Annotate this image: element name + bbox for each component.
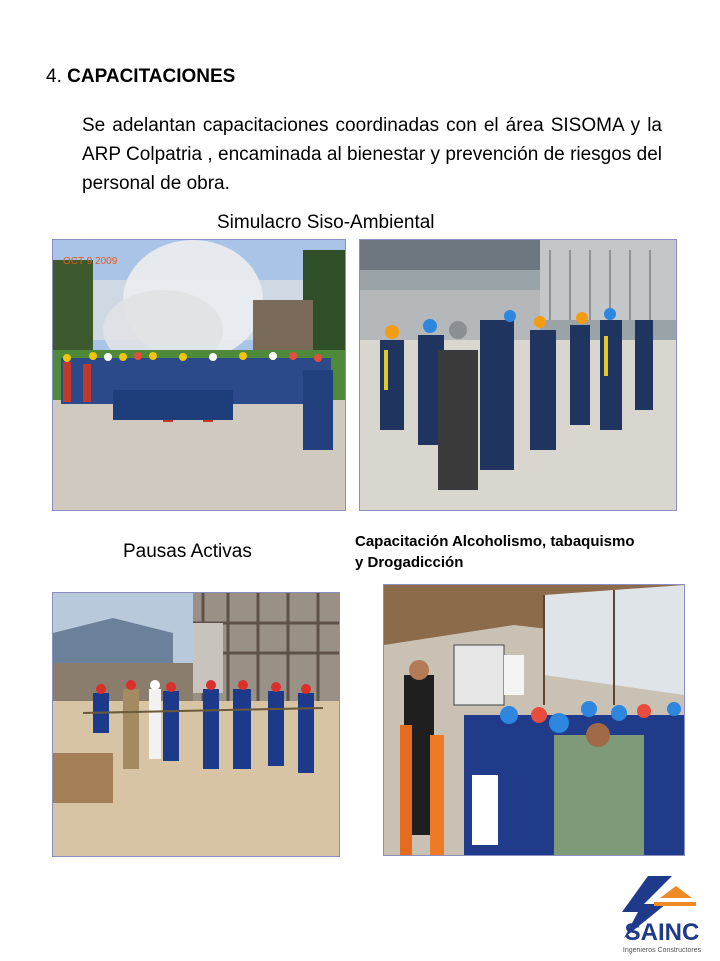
sainc-logo: [614, 876, 710, 956]
logo-tagline: Ingenieros Constructores: [622, 947, 702, 954]
photo-pausas-activas: [52, 592, 340, 857]
photo-capacitacion-charla: [383, 584, 685, 856]
photo-simulacro-workers-walking: [359, 239, 677, 511]
section-paragraph: Se adelantan capacitaciones coordinadas con el área SISOMA y la ARP Colpatria , encaminada al bienestar y prevención de riesgos del personal de obra.: [82, 115, 662, 194]
photo-simulacro-drill-smoke: [52, 239, 346, 511]
section-title: CAPACITACIONES: [67, 66, 236, 87]
caption-capacitacion: [355, 531, 635, 573]
caption-capacitacion-line1: Capacitación Alcoholismo, tabaquismo: [355, 533, 635, 550]
photo-date-stamp: OCT 9 2009: [63, 256, 118, 267]
section-heading: [46, 66, 235, 88]
caption-capacitacion-line2: y Drogadicción: [355, 554, 464, 571]
caption-pausas: Pausas Activas: [123, 541, 252, 562]
logo-brand-text: SAINC: [624, 919, 700, 946]
section-number: 4.: [46, 66, 62, 87]
caption-simulacro: Simulacro Siso-Ambiental: [217, 212, 435, 233]
roof-icon: [660, 886, 692, 898]
